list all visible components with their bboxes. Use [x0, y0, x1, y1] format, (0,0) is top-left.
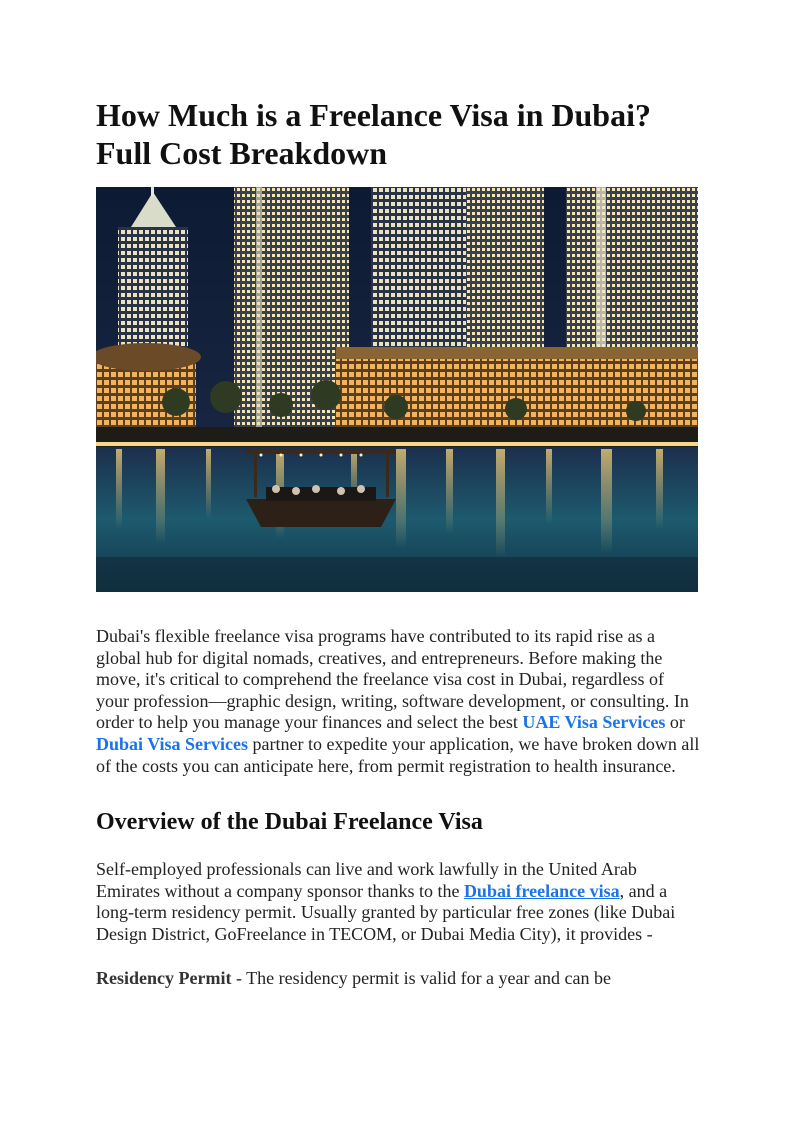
- dubai-freelance-visa-link[interactable]: Dubai freelance visa: [463, 880, 620, 901]
- article-title: [96, 96, 700, 172]
- dubai-skyline-night-photo-icon: [96, 187, 698, 592]
- article-title-line-2: Full Cost Breakdown: [96, 135, 388, 171]
- residency-label: Residency Permit: [96, 967, 232, 988]
- intro-text-3: partner to expedite your application, we have broken down all of the costs you can anticipate here, from permit registration to health insurance.: [96, 733, 700, 776]
- overview-text-1: Self-employed professionals can live and work lawfully in the United Arab Emirates without a company sponsor thanks to the: [96, 859, 637, 901]
- dubai-visa-services-link[interactable]: Dubai Visa Services: [96, 733, 249, 754]
- overview-paragraph: [96, 859, 700, 945]
- intro-paragraph: [96, 626, 700, 777]
- section-heading: Overview of the Dubai Freelance Visa: [96, 809, 483, 836]
- residency-paragraph: [96, 968, 700, 990]
- intro-text-2: or: [665, 712, 685, 733]
- residency-text: - The residency permit is valid for a year and can be: [231, 967, 611, 988]
- article-title-line-1: How Much is a Freelance Visa in Dubai?: [96, 97, 651, 133]
- uae-visa-services-link[interactable]: UAE Visa Services: [522, 712, 666, 733]
- overview-text-2: , and a long-term residency permit. Usually granted by particular free zones (like Dubai Design District, GoFreelance in TECOM, or Dubai Media City), it provides -: [96, 880, 676, 944]
- intro-text-1: Dubai's flexible freelance visa programs have contributed to its rapid rise as a global hub for digital nomads, creatives, and entrepreneurs. Before making the move, it's critical to comprehend the freelance visa cost in Dubai, regardless of your profession—graphic design, writing, software development, or consulting. In order to help you manage your finances and select the best: [96, 626, 689, 733]
- article: [96, 96, 700, 989]
